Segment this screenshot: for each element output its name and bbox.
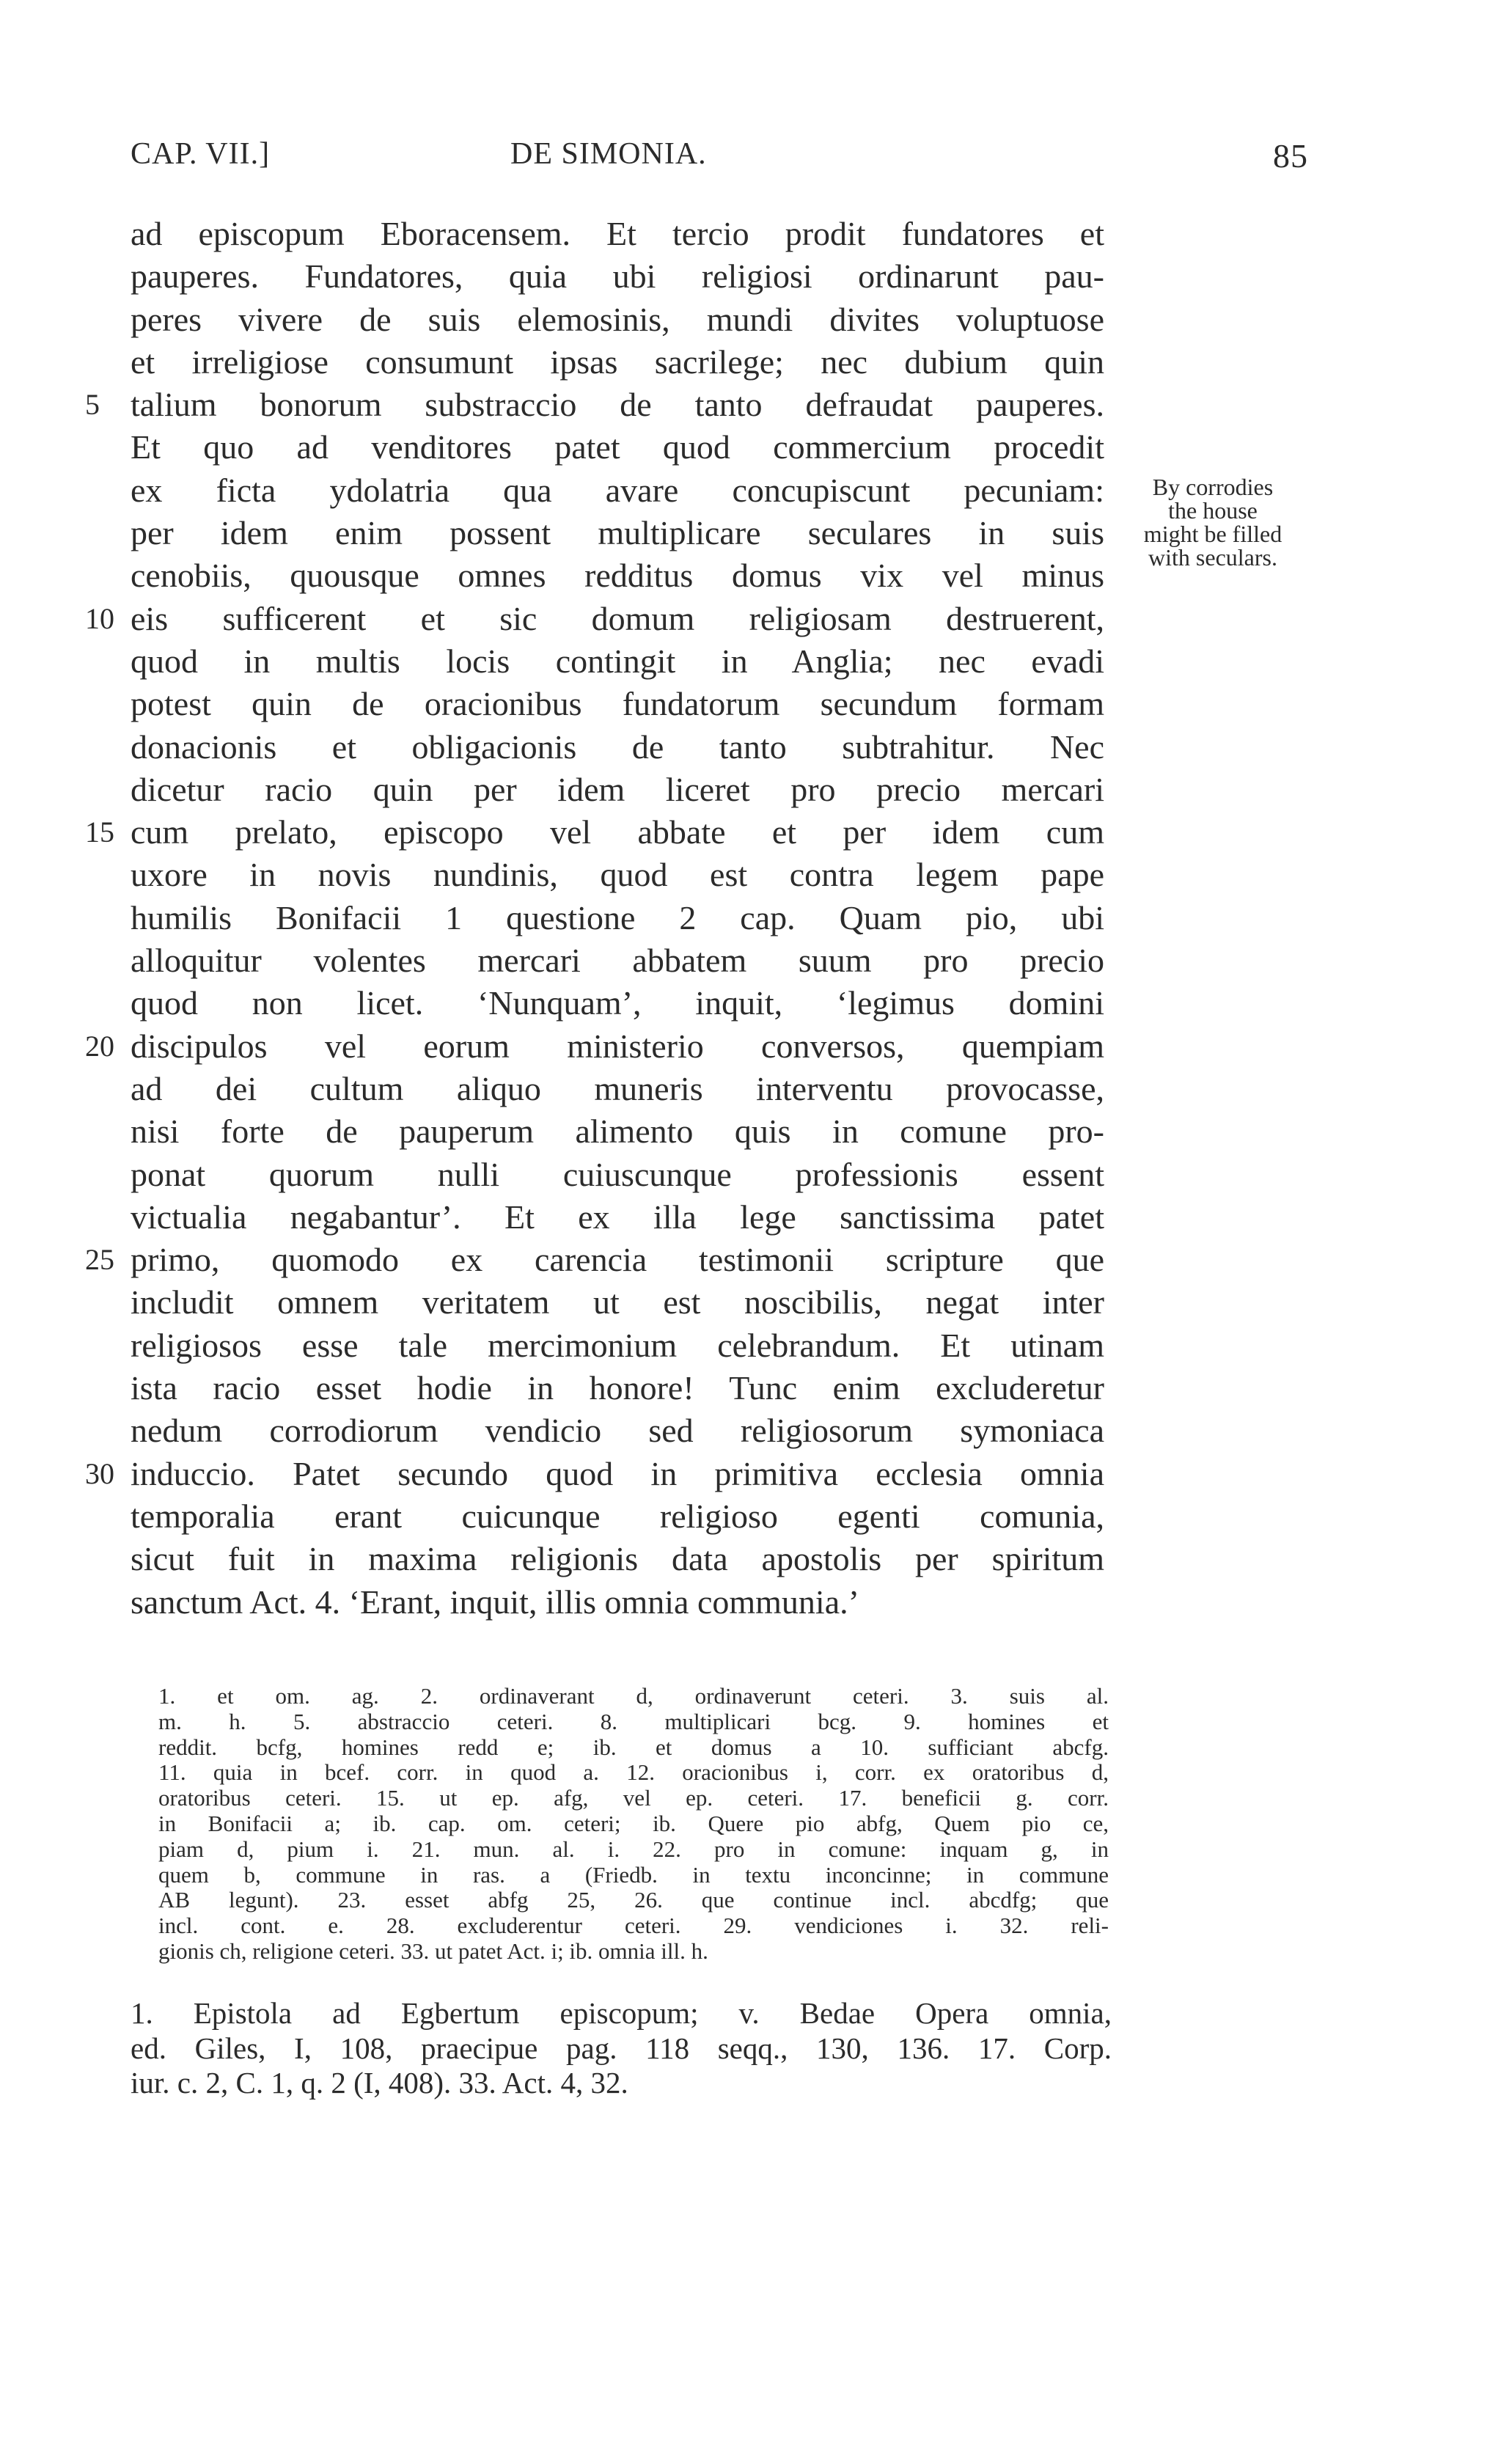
- text-line: [131, 469, 1104, 512]
- line-text: victualia negabantur’. Et ex illa lege sanctissima patet: [131, 1198, 1104, 1236]
- line-text: cum prelato, episcopo vel abbate et per idem cum: [131, 813, 1104, 851]
- variant-line: piam d, pium i. 21. mun. al. i. 22. pro in comune: inquam g, in: [158, 1836, 1109, 1862]
- text-line: [131, 213, 1104, 255]
- line-text: peres vivere de suis elemosinis, mundi divites voluptuose: [131, 300, 1104, 338]
- reference-line: ed. Giles, I, 108, praecipue pag. 118 seqq., 130, 136. 17. Corp.: [131, 2031, 1112, 2065]
- line-number: 5: [85, 388, 100, 422]
- text-line: [131, 1495, 1104, 1538]
- line-text: et irreligiose consumunt ipsas sacrilege; nec dubium quin: [131, 342, 1104, 381]
- line-text: uxore in novis nundinis, quod est contra legem pape: [131, 856, 1104, 894]
- line-text: quod in multis locis contingit in Anglia; nec evadi: [131, 642, 1104, 680]
- text-line: [131, 554, 1104, 597]
- line-text: induccio. Patet secundo quod in primitiva ecclesia omnia: [131, 1454, 1104, 1492]
- line-text: ista racio esset hodie in honore! Tunc enim excluderetur: [131, 1369, 1104, 1407]
- main-text: [85, 213, 1104, 1624]
- line-text: per idem enim possent multiplicare seculares in suis: [131, 514, 1104, 552]
- text-line: [131, 1196, 1104, 1239]
- line-number: 30: [85, 1456, 114, 1490]
- line-text: primo, quomodo ex carencia testimonii scripture que: [131, 1241, 1104, 1279]
- text-line: [85, 598, 1104, 640]
- reference-notes: [131, 1996, 1112, 2101]
- text-line: [131, 769, 1104, 811]
- line-text: nisi forte de pauperum alimento quis in comune pro-: [131, 1112, 1104, 1151]
- line-text: includit omnem veritatem ut est noscibilis, negat inter: [131, 1283, 1104, 1321]
- line-text: sicut fuit in maxima religionis data apostolis per spiritum: [131, 1540, 1104, 1578]
- variant-line: in Bonifacii a; ib. cap. om. ceteri; ib. Quere pio abfg, Quem pio ce,: [158, 1810, 1109, 1836]
- variant-line: quem b, commune in ras. a (Friedb. in textu inconcinne; in commune: [158, 1861, 1109, 1888]
- margin-note: [1112, 475, 1314, 569]
- line-text: temporalia erant cuicunque religioso egenti comunia,: [131, 1497, 1104, 1535]
- margin-note-line: By corrodies: [1152, 474, 1274, 500]
- text-line: [131, 512, 1104, 554]
- text-line: [85, 1239, 1104, 1281]
- line-text: quod non licet. ‘Nunquam’, inquit, ‘legimus domini: [131, 984, 1104, 1022]
- variant-line: reddit. bcfg, homines redd e; ib. et domus a 10. sufficiant abcfg.: [158, 1734, 1109, 1760]
- line-text: nedum corrodiorum vendicio sed religiosorum symoniaca: [131, 1412, 1104, 1450]
- variant-line: oratoribus ceteri. 15. ut ep. afg, vel ep. ceteri. 17. beneficii g. corr.: [158, 1785, 1109, 1811]
- variant-line: m. h. 5. abstraccio ceteri. 8. multiplicari bcg. 9. homines et: [158, 1708, 1109, 1734]
- line-text: discipulos vel eorum ministerio conversos, quempiam: [131, 1027, 1104, 1065]
- line-text: ex ficta ydolatria qua avare concupiscunt pecuniam:: [131, 471, 1104, 509]
- text-line: [85, 384, 1104, 426]
- line-number: 10: [85, 601, 114, 635]
- line-text: donacionis et obligacionis de tanto subtrahitur. Nec: [131, 727, 1104, 766]
- variant-line: incl. cont. e. 28. excluderentur ceteri. 29. vendiciones i. 32. reli-: [158, 1913, 1109, 1939]
- variant-line: 1. et om. ag. 2. ordinaverant d, ordinaverunt ceteri. 3. suis al.: [158, 1683, 1109, 1709]
- text-line: [131, 1367, 1104, 1409]
- margin-note-line: with seculars.: [1148, 544, 1277, 571]
- variant-line: AB legunt). 23. esset abfg 25, 26. que continue incl. abcdfg; que: [158, 1887, 1109, 1913]
- line-text: Et quo ad venditores patet quod commercium procedit: [131, 428, 1104, 466]
- line-number: 15: [85, 815, 114, 849]
- text-line: [131, 683, 1104, 725]
- running-head-title: DE SIMONIA.: [510, 137, 707, 171]
- text-line: [131, 1281, 1104, 1324]
- text-line: [85, 811, 1104, 854]
- text-line: [131, 982, 1104, 1024]
- line-text: potest quin de oracionibus fundatorum secundum formam: [131, 685, 1104, 723]
- line-text: dicetur racio quin per idem liceret pro precio mercari: [131, 770, 1104, 808]
- text-line: [131, 1110, 1104, 1153]
- text-line: [131, 298, 1104, 341]
- text-line: [131, 939, 1104, 982]
- reference-line: 1. Epistola ad Egbertum episcopum; v. Bedae Opera omnia,: [131, 1996, 1112, 2030]
- text-line: [131, 1581, 1104, 1624]
- text-line: [131, 341, 1104, 384]
- line-text: talium bonorum substraccio de tanto defraudat pauperes.: [131, 386, 1104, 424]
- line-text: sanctum Act. 4. ‘Erant, inquit, illis omnia communia.’: [131, 1583, 859, 1621]
- text-line: [85, 1453, 1104, 1495]
- variant-line: 11. quia in bcef. corr. in quod a. 12. oracionibus i, corr. ex oratoribus d,: [158, 1759, 1109, 1786]
- line-text: cenobiis, quousque omnes redditus domus vix vel minus: [131, 557, 1104, 595]
- line-number: 25: [85, 1243, 114, 1277]
- text-line: [131, 726, 1104, 769]
- text-line: [131, 640, 1104, 683]
- text-line: [131, 255, 1104, 298]
- margin-note-line: might be filled: [1143, 521, 1282, 547]
- line-text: ponat quorum nulli cuiuscunque professionis essent: [131, 1155, 1104, 1193]
- margin-note-line: the house: [1168, 497, 1258, 524]
- running-head-chapter: CAP. VII.]: [131, 137, 271, 171]
- line-text: pauperes. Fundatores, quia ubi religiosi ordinarunt pau-: [131, 257, 1104, 296]
- line-number: 20: [85, 1029, 114, 1063]
- text-line: [131, 1324, 1104, 1367]
- text-line: [85, 1025, 1104, 1068]
- line-text: religiosos esse tale mercimonium celebrandum. Et utinam: [131, 1326, 1104, 1364]
- text-line: [131, 1068, 1104, 1110]
- line-text: humilis Bonifacii 1 questione 2 cap. Quam pio, ubi: [131, 898, 1104, 936]
- variant-line: gionis ch, religione ceteri. 33. ut patet Act. i; ib. omnia ill. h.: [158, 1937, 708, 1964]
- line-text: ad dei cultum aliquo muneris interventu provocasse,: [131, 1069, 1104, 1107]
- text-line: [131, 1409, 1104, 1452]
- line-text: eis sufficerent et sic domum religiosam destruerent,: [131, 599, 1104, 637]
- line-text: ad episcopum Eboracensem. Et tercio prodit fundatores et: [131, 215, 1104, 252]
- reference-line: iur. c. 2, C. 1, q. 2 (I, 408). 33. Act. 4, 32.: [131, 2066, 628, 2100]
- text-line: [131, 854, 1104, 896]
- variant-apparatus: [158, 1684, 1109, 1965]
- page-number: 85: [1273, 137, 1308, 175]
- text-line: [131, 426, 1104, 469]
- text-line: [131, 897, 1104, 939]
- text-line: [131, 1538, 1104, 1580]
- line-text: alloquitur volentes mercari abbatem suum pro precio: [131, 942, 1104, 980]
- text-line: [131, 1154, 1104, 1196]
